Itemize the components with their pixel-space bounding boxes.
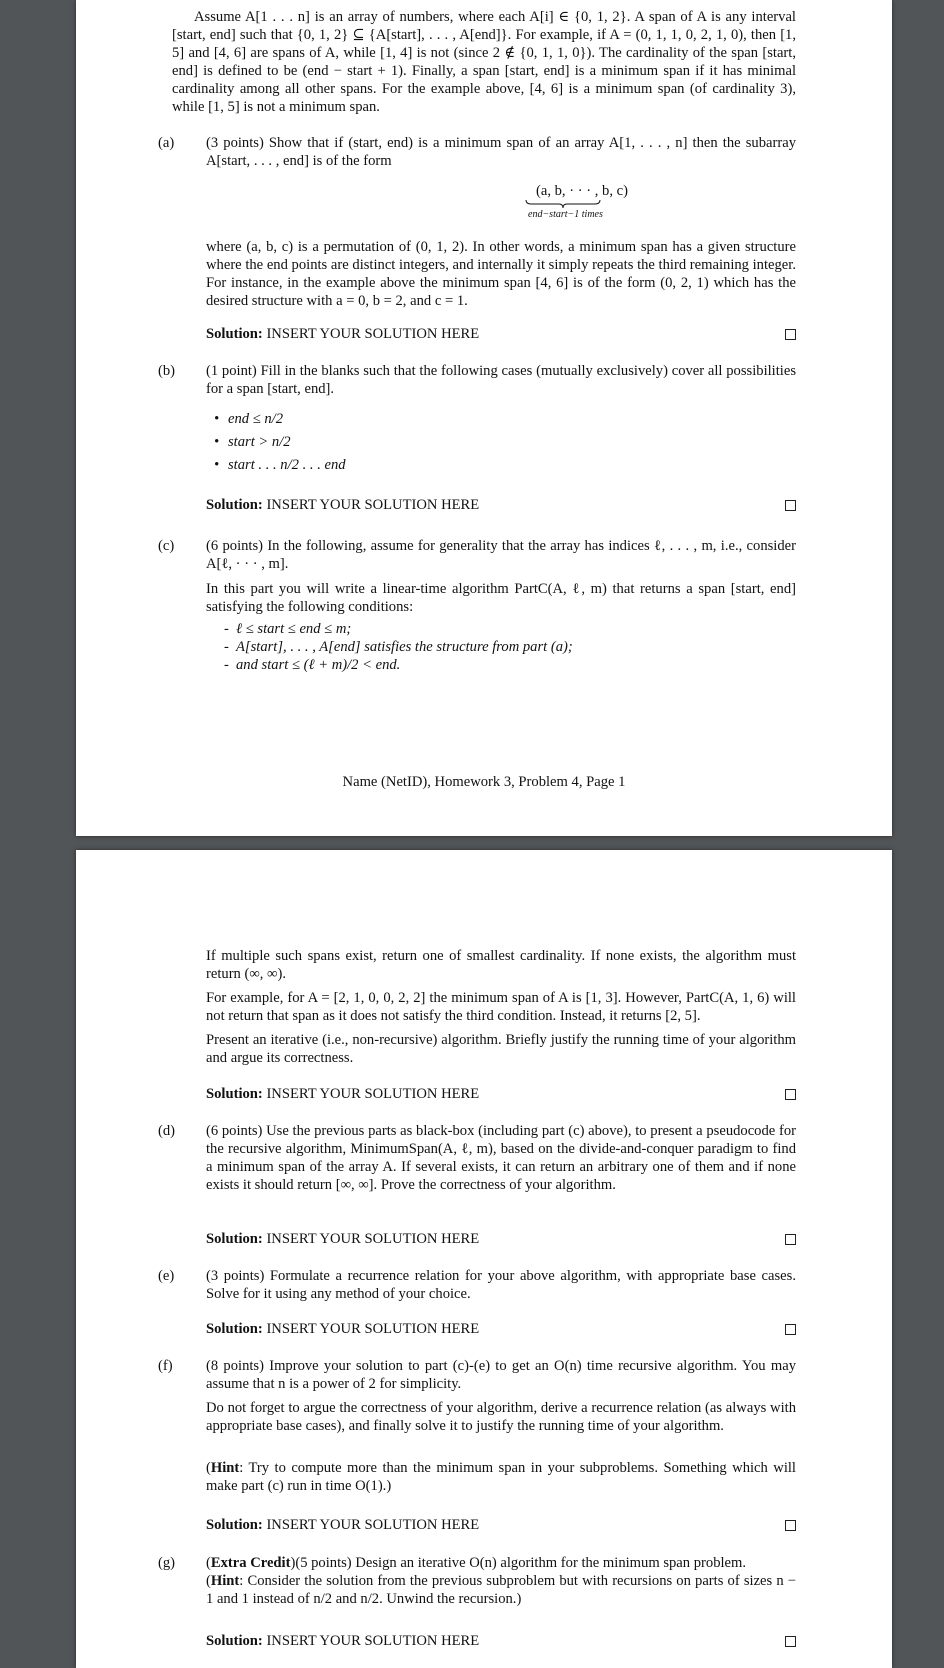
part-g-label: (g) <box>158 1555 176 1571</box>
part-c-text2: In this part you will write a linear-time algorithm PartC(A, ℓ, m) that returns a span [start, end] satisfying the following conditions: <box>206 581 796 615</box>
part-a <box>158 134 796 170</box>
part-c-conditions <box>222 620 782 674</box>
solution-a <box>206 325 796 343</box>
part-d-text: (6 points) Use the previous parts as black-box (including part (c) above), to present a pseudocode for the recursive algorithm, MinimumSpan(A, ℓ, m), based on the divide-and-conquer paradigm to find a minimum span of the array A. If several exists, it can return an arbitrary one of them and if none exists it should return [∞, ∞]. Prove the correctness of your algorithm. <box>206 1123 796 1193</box>
list-item: - A[start], . . . , A[end] satisfies the structure from part (a); <box>222 638 782 656</box>
solution-placeholder[interactable]: INSERT YOUR SOLUTION HERE <box>266 1321 480 1337</box>
part-a-explanation <box>182 238 796 310</box>
hint-text: : Try to compute more than the minimum span in your subproblems. Something which will make part (c) run in time O(1).) <box>206 1460 796 1494</box>
solution-b <box>206 496 796 514</box>
list-item: • end ≤ n/2 <box>212 410 712 433</box>
part-f <box>158 1357 796 1393</box>
part-c-cont2: For example, for A = [2, 1, 0, 0, 2, 2] the minimum span of A is [1, 3]. However, PartC(A, 1, 6) will not return that span as it does not satisfy the third condition. Instead, it returns [2, 5]. <box>206 990 796 1024</box>
part-c-cont3: Present an iterative (i.e., non-recursive) algorithm. Briefly justify the running time of your algorithm and argue its correctness. <box>206 1032 796 1066</box>
part-a-text2: where (a, b, c) is a permutation of (0, 1, 2). In other words, a minimum span has a given structure where the end points are distinct integers, and internally it simply repeats the third remaining integer. For instance, in the example above the minimum span [4, 6] is of the form (0, 2, 1) which has the desired structure with a = 0, b = 2, and c = 1. <box>206 239 796 309</box>
qed-box-icon <box>785 1520 796 1531</box>
underbrace-icon <box>525 200 601 208</box>
solution-placeholder[interactable]: INSERT YOUR SOLUTION HERE <box>266 1231 480 1247</box>
solution-label: Solution: <box>206 1633 263 1649</box>
list-item: • start > n/2 <box>212 433 712 456</box>
solution-placeholder[interactable]: INSERT YOUR SOLUTION HERE <box>266 1517 480 1533</box>
qed-box-icon <box>785 329 796 340</box>
part-d-label: (d) <box>158 1123 176 1139</box>
solution-e <box>206 1320 796 1338</box>
part-e-text: (3 points) Formulate a recurrence relation for your above algorithm, with appropriate base cases. Solve for it using any method of your choice. <box>206 1268 796 1302</box>
qed-box-icon <box>785 1324 796 1335</box>
solution-placeholder[interactable]: INSERT YOUR SOLUTION HERE <box>266 326 480 342</box>
qed-box-icon <box>785 500 796 511</box>
hint-text: : Consider the solution from the previous subproblem but with recursions on parts of sizes n − 1 and 1 instead of n/2 and n/2. Unwind the recursion.) <box>206 1573 796 1607</box>
extra-credit-label: Extra Credit <box>210 1555 291 1571</box>
solution-label: Solution: <box>206 1321 263 1337</box>
part-g-text: (5 points) Design an iterative O(n) algorithm for the minimum span problem. <box>295 1555 747 1571</box>
part-b-label: (b) <box>158 363 176 379</box>
part-f-text2: Do not forget to argue the correctness of your algorithm, derive a recurrence relation (as always with appropriate base cases), and finally solve it to justify the running time of your algorithm. <box>206 1400 796 1434</box>
part-c-continued <box>182 947 796 983</box>
part-c-cont1: If multiple such spans exist, return one of smallest cardinality. If none exists, the algorithm must return (∞, ∞). <box>206 948 796 982</box>
solution-d <box>206 1230 796 1248</box>
part-c-intro <box>182 580 796 616</box>
part-b-text: (1 point) Fill in the blanks such that the following cases (mutually exclusively) cover all possibilities for a span [start, end]. <box>206 363 796 397</box>
part-c-example <box>182 989 796 1025</box>
part-g: (g) (Extra Credit)(5 points) Design an iterative O(n) algorithm for the minimum span problem. (Hint: Consider the solution from the previous subproblem but with recursions on parts of sizes n − 1 and 1 instead of n/2 and n/2. Unwind the recursion.) <box>158 1555 796 1607</box>
qed-box-icon <box>785 1089 796 1100</box>
part-b <box>158 362 796 398</box>
part-f-requirements <box>182 1399 796 1435</box>
part-f-label: (f) <box>158 1358 173 1374</box>
solution-label: Solution: <box>206 326 263 342</box>
solution-placeholder[interactable]: INSERT YOUR SOLUTION HERE <box>266 1633 480 1649</box>
solution-placeholder[interactable]: INSERT YOUR SOLUTION HERE <box>266 1086 480 1102</box>
solution-g <box>206 1632 796 1650</box>
part-e <box>158 1267 796 1303</box>
solution-label: Solution: <box>206 1231 263 1247</box>
underbrace-label: end−start−1 times <box>528 209 603 220</box>
part-a-text: (3 points) Show that if (start, end) is a minimum span of an array A[1, . . . , n] then the subarray A[start, . . . , end] is of the form <box>206 135 796 169</box>
document-page-1 <box>76 0 892 836</box>
intro-paragraph: Assume A[1 . . . n] is an array of numbers, where each A[i] ∈ {0, 1, 2}. A span of A is any interval [start, end] such that {0, 1, 2} ⊆ {A[start], . . . , A[end]}. For example, if A = (0, 1, 1, 0, 2, 1, 0), then [1, 5] and [4, 6] are spans of A, while [1, 4] is not (since 2 ∉ {0, 1, 1, 0}). The cardinality of the span [start, end] is defined to be (end − start + 1). Finally, a span [start, end] is a minimum span if it has minimal cardinality among all other spans. For the example above, [4, 6] is a minimum span (of cardinality 3), while [1, 5] is not a minimum span. <box>172 9 796 115</box>
solution-label: Solution: <box>206 1086 263 1102</box>
solution-label: Solution: <box>206 497 263 513</box>
part-c-task <box>182 1031 796 1067</box>
part-d <box>158 1122 796 1194</box>
list-item: - ℓ ≤ start ≤ end ≤ m; <box>222 620 782 638</box>
part-f-hint: (Hint: Try to compute more than the minimum span in your subproblems. Something which will make part (c) run in time O(1).) <box>206 1460 796 1494</box>
part-c <box>158 537 796 573</box>
document-page-2 <box>76 850 892 1668</box>
qed-box-icon <box>785 1234 796 1245</box>
qed-box-icon <box>785 1636 796 1647</box>
list-item: • start . . . n/2 . . . end <box>212 456 712 479</box>
part-b-list <box>212 410 712 479</box>
part-f-text: (8 points) Improve your solution to part (c)-(e) to get an O(n) time recursive algorithm. You may assume that n is a power of 2 for simplicity. <box>206 1358 796 1392</box>
solution-label: Solution: <box>206 1517 263 1533</box>
page-footer: Name (NetID), Homework 3, Problem 4, Page 1 <box>342 774 626 790</box>
part-a-formula: (a, b, · · · , b, c) <box>536 183 628 199</box>
part-c-text: (6 points) In the following, assume for generality that the array has indices ℓ, . . . , m, i.e., consider A[ℓ, · · · , m]. <box>206 538 796 572</box>
part-a-label: (a) <box>158 135 175 151</box>
solution-placeholder[interactable]: INSERT YOUR SOLUTION HERE <box>266 497 480 513</box>
hint-label: Hint <box>210 1573 240 1589</box>
part-e-label: (e) <box>158 1268 175 1284</box>
part-c-label: (c) <box>158 538 175 554</box>
list-item: - and start ≤ (ℓ + m)/2 < end. <box>222 656 782 674</box>
hint-label: Hint <box>210 1460 240 1476</box>
solution-c <box>206 1085 796 1103</box>
solution-f <box>206 1516 796 1534</box>
